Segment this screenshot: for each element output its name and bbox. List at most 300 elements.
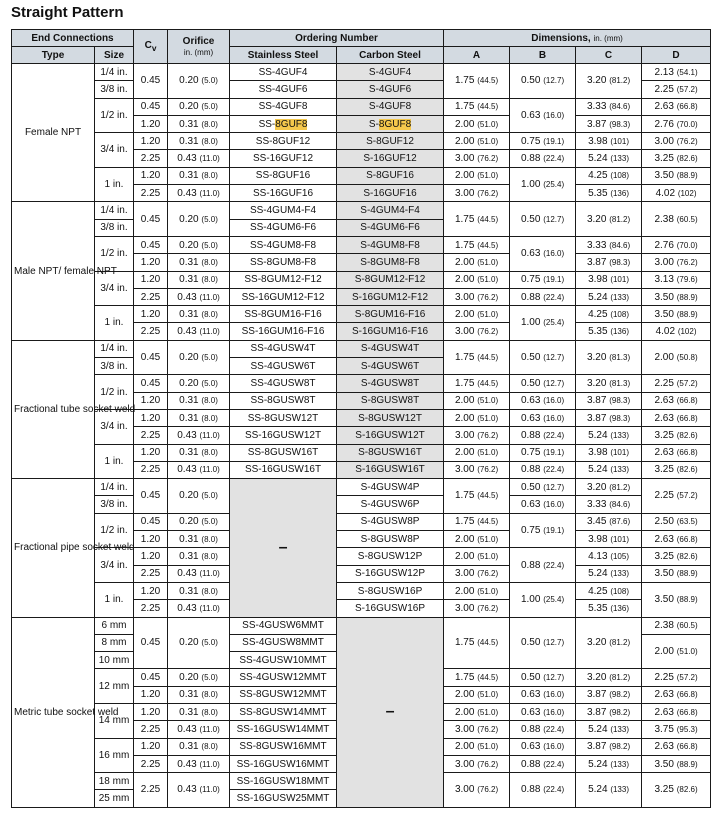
table-row — [12, 582, 711, 599]
cv-cell: 2.25 — [134, 565, 168, 582]
cs-ordering-number: S-8GUSW12P — [337, 548, 444, 565]
dim-c-cell: 3.20 (81.2) — [576, 669, 642, 686]
cv-cell: 2.25 — [134, 323, 168, 340]
dim-d-cell: 2.63 (66.8) — [642, 409, 711, 426]
ss-ordering-number: SS-8GUF16 — [230, 167, 337, 184]
dim-d-cell: 2.63 (66.8) — [642, 392, 711, 409]
dim-b-cell: 0.88 (22.4) — [510, 755, 576, 772]
table-row — [12, 340, 711, 357]
dim-c-cell: 4.25 (108) — [576, 167, 642, 184]
orifice-cell: 0.20 (5.0) — [168, 64, 230, 99]
size-cell: 14 mm — [95, 703, 134, 738]
dim-c-cell: 3.87 (98.2) — [576, 738, 642, 755]
dim-d-cell: 3.75 (95.3) — [642, 721, 711, 738]
orifice-cell: 0.43 (11.0) — [168, 427, 230, 444]
type-header: Type — [12, 47, 95, 64]
ss-ordering-number: SS-8GUM16-F16 — [230, 306, 337, 323]
dim-a-cell: 2.00 (51.0) — [444, 548, 510, 565]
dim-b-cell: 0.63 (16.0) — [510, 236, 576, 271]
dim-c-cell: 3.87 (98.3) — [576, 392, 642, 409]
ss-ordering-number: SS-4GUSW4T — [230, 340, 337, 357]
dim-d-cell: 2.63 (66.8) — [642, 531, 711, 548]
table-row — [12, 496, 711, 513]
dim-a-cell: 3.00 (76.2) — [444, 323, 510, 340]
ss-ordering-number: SS-4GUF6 — [230, 81, 337, 98]
dim-c-cell: 3.87 (98.2) — [576, 686, 642, 703]
table-row — [12, 513, 711, 530]
ss-ordering-number: SS-8GUF12 — [230, 133, 337, 150]
cv-cell: 2.25 — [134, 427, 168, 444]
dim-b-cell: 0.75 (19.1) — [510, 444, 576, 461]
orifice-cell: 0.20 (5.0) — [168, 617, 230, 669]
dim-c-cell: 3.98 (101) — [576, 271, 642, 288]
dim-b-cell: 0.88 (22.4) — [510, 150, 576, 167]
size-cell: 1/2 in. — [95, 513, 134, 548]
cv-cell: 1.20 — [134, 271, 168, 288]
dim-c-cell: 3.45 (87.6) — [576, 513, 642, 530]
ss-ordering-number: SS-4GUM6-F6 — [230, 219, 337, 236]
dim-d-cell: 2.63 (66.8) — [642, 444, 711, 461]
ss-ordering-number: SS-16GUM12-F12 — [230, 288, 337, 305]
dim-d-cell: 3.25 (82.6) — [642, 427, 711, 444]
ss-ordering-number: SS-16GUF12 — [230, 150, 337, 167]
dim-d-header: D — [642, 47, 711, 64]
table-row — [12, 236, 711, 253]
cs-ordering-number: S-8GUM12-F12 — [337, 271, 444, 288]
ss-ordering-number: SS-8GUSW12MMT — [230, 686, 337, 703]
cs-ordering-number: S-16GUSW16P — [337, 600, 444, 617]
cv-cell: 2.25 — [134, 755, 168, 772]
cv-cell: 0.45 — [134, 375, 168, 392]
dim-a-cell: 3.00 (76.2) — [444, 427, 510, 444]
orifice-cell: 0.20 (5.0) — [168, 375, 230, 392]
ss-ordering-number: SS-16GUSW18MMT — [230, 773, 337, 790]
size-cell: 3/8 in. — [95, 219, 134, 236]
dim-b-cell: 0.63 (16.0) — [510, 738, 576, 755]
dim-c-cell: 4.25 (108) — [576, 306, 642, 323]
cv-cell: 1.20 — [134, 306, 168, 323]
cs-ordering-number: S-16GUF16 — [337, 185, 444, 202]
cv-cell: 0.45 — [134, 98, 168, 115]
dim-c-cell: 3.20 (81.3) — [576, 375, 642, 392]
ss-ordering-number: SS-4GUSW6T — [230, 358, 337, 375]
table-row — [12, 167, 711, 184]
dim-d-cell: 2.63 (66.8) — [642, 738, 711, 755]
orifice-cell: 0.20 (5.0) — [168, 669, 230, 686]
size-cell: 3/4 in. — [95, 548, 134, 583]
size-cell: 12 mm — [95, 669, 134, 704]
dim-b-cell: 0.63 (16.0) — [510, 496, 576, 513]
ss-ordering-number: SS-16GUSW12T — [230, 427, 337, 444]
cs-ordering-number: S-8GUSW8P — [337, 531, 444, 548]
type-cell: Metric tube socket weld — [12, 617, 95, 807]
cs-ordering-number: S-4GUF4 — [337, 64, 444, 81]
dim-a-cell: 1.75 (44.5) — [444, 340, 510, 375]
dim-c-cell: 5.24 (133) — [576, 461, 642, 478]
dim-d-cell: 3.50 (88.9) — [642, 582, 711, 617]
table-row — [12, 202, 711, 219]
cv-cell: 2.25 — [134, 288, 168, 305]
orifice-cell: 0.31 (8.0) — [168, 703, 230, 720]
dim-a-cell: 2.00 (51.0) — [444, 392, 510, 409]
dim-b-cell: 0.63 (16.0) — [510, 703, 576, 720]
cv-cell: 0.45 — [134, 236, 168, 253]
dim-d-cell: 2.25 (57.2) — [642, 669, 711, 686]
dim-d-cell: 4.02 (102) — [642, 185, 711, 202]
orifice-cell: 0.20 (5.0) — [168, 236, 230, 253]
highlighted-text: 8GUF8 — [275, 118, 308, 130]
dimensions-header: Dimensions, in. (mm) — [444, 30, 711, 47]
dim-b-cell: 0.88 (22.4) — [510, 773, 576, 808]
orifice-cell: 0.20 (5.0) — [168, 202, 230, 237]
dim-a-cell: 1.75 (44.5) — [444, 375, 510, 392]
orifice-cell: 0.31 (8.0) — [168, 306, 230, 323]
dim-c-cell: 3.20 (81.2) — [576, 64, 642, 99]
dim-c-cell: 3.87 (98.3) — [576, 409, 642, 426]
dim-d-cell: 2.63 (66.8) — [642, 686, 711, 703]
dim-c-cell: 5.24 (133) — [576, 565, 642, 582]
orifice-cell: 0.31 (8.0) — [168, 133, 230, 150]
cv-cell: 0.45 — [134, 617, 168, 669]
dim-b-cell: 1.00 (25.4) — [510, 306, 576, 341]
orifice-cell: 0.31 (8.0) — [168, 271, 230, 288]
orifice-cell: 0.20 (5.0) — [168, 340, 230, 375]
cv-cell: 1.20 — [134, 548, 168, 565]
cs-ordering-number: S-8GUF16 — [337, 167, 444, 184]
stainless-steel-header: Stainless Steel — [230, 47, 337, 64]
orifice-cell: 0.31 (8.0) — [168, 167, 230, 184]
cs-ordering-number: S-4GUSW8P — [337, 513, 444, 530]
size-cell: 16 mm — [95, 738, 134, 773]
dim-a-cell: 3.00 (76.2) — [444, 461, 510, 478]
cs-ordering-number: S-16GUSW12T — [337, 427, 444, 444]
size-cell: 3/8 in. — [95, 496, 134, 513]
dim-d-cell: 2.25 (57.2) — [642, 81, 711, 98]
cv-cell: 2.25 — [134, 185, 168, 202]
size-cell: 6 mm — [95, 617, 134, 634]
dim-c-cell: 3.87 (98.3) — [576, 254, 642, 271]
size-cell: 25 mm — [95, 790, 134, 807]
cs-ordering-number: S-8GUF8 — [337, 115, 444, 132]
ss-ordering-number: SS-8GUSW16T — [230, 444, 337, 461]
ordering-number-header: Ordering Number — [230, 30, 444, 47]
cv-cell: 1.20 — [134, 167, 168, 184]
dim-c-cell: 3.87 (98.3) — [576, 115, 642, 132]
dim-d-cell: 3.13 (79.6) — [642, 271, 711, 288]
highlighted-text: 8GUF8 — [378, 118, 412, 130]
dim-c-header: C — [576, 47, 642, 64]
cs-ordering-number: S-8GUSW8T — [337, 392, 444, 409]
table-row — [12, 133, 711, 150]
dim-a-header: A — [444, 47, 510, 64]
dim-c-cell: 4.13 (105) — [576, 548, 642, 565]
ss-ordering-number: SS-4GUSW8MMT — [230, 634, 337, 651]
ss-ordering-number: SS-16GUSW16T — [230, 461, 337, 478]
cs-ordering-number: S-16GUSW12P — [337, 565, 444, 582]
dim-a-cell: 2.00 (51.0) — [444, 531, 510, 548]
cv-cell: 1.20 — [134, 531, 168, 548]
cv-cell: 1.20 — [134, 686, 168, 703]
dim-c-cell: 5.24 (133) — [576, 755, 642, 772]
dim-b-cell: 0.88 (22.4) — [510, 427, 576, 444]
dim-a-cell: 3.00 (76.2) — [444, 755, 510, 772]
orifice-cell: 0.31 (8.0) — [168, 582, 230, 599]
orifice-cell: 0.31 (8.0) — [168, 115, 230, 132]
dim-a-cell: 1.75 (44.5) — [444, 64, 510, 99]
orifice-header: Orifice in. (mm) — [168, 30, 230, 64]
cs-ordering-number: S-4GUSW6P — [337, 496, 444, 513]
orifice-cell: 0.31 (8.0) — [168, 409, 230, 426]
cv-cell: 2.25 — [134, 773, 168, 808]
orifice-cell: 0.43 (11.0) — [168, 288, 230, 305]
dim-b-cell: 0.75 (19.1) — [510, 271, 576, 288]
dim-c-cell: 3.20 (81.2) — [576, 202, 642, 237]
ss-ordering-number: SS-8GUM8-F8 — [230, 254, 337, 271]
table-row — [12, 617, 711, 634]
dim-a-cell: 2.00 (51.0) — [444, 738, 510, 755]
dim-d-cell: 2.63 (66.8) — [642, 98, 711, 115]
cv-cell: 2.25 — [134, 721, 168, 738]
dim-a-cell: 3.00 (76.2) — [444, 600, 510, 617]
dim-d-cell: 3.50 (88.9) — [642, 565, 711, 582]
dim-c-cell: 5.24 (133) — [576, 773, 642, 808]
cs-ordering-number: S-4GUM8-F8 — [337, 236, 444, 253]
ss-ordering-number: SS-4GUSW10MMT — [230, 652, 337, 669]
cv-cell: 1.20 — [134, 703, 168, 720]
size-cell: 3/8 in. — [95, 81, 134, 98]
cv-cell: 0.45 — [134, 202, 168, 237]
size-cell: 1 in. — [95, 306, 134, 341]
dim-b-header: B — [510, 47, 576, 64]
carbon-steel-header: Carbon Steel — [337, 47, 444, 64]
ss-ordering-number: SS-4GUSW12MMT — [230, 669, 337, 686]
orifice-cell: 0.20 (5.0) — [168, 479, 230, 514]
cv-cell: 1.20 — [134, 409, 168, 426]
cv-cell: 1.20 — [134, 115, 168, 132]
dim-a-cell: 1.75 (44.5) — [444, 202, 510, 237]
dim-a-cell: 1.75 (44.5) — [444, 98, 510, 115]
ss-ordering-number: SS-4GUM4-F4 — [230, 202, 337, 219]
dim-b-cell: 1.00 (25.4) — [510, 167, 576, 202]
dim-d-cell: 2.00 (51.0) — [642, 634, 711, 669]
cv-cell: 1.20 — [134, 582, 168, 599]
orifice-cell: 0.43 (11.0) — [168, 721, 230, 738]
size-cell: 8 mm — [95, 634, 134, 651]
cs-ordering-number: S-4GUSW8T — [337, 375, 444, 392]
orifice-cell: 0.43 (11.0) — [168, 600, 230, 617]
size-header: Size — [95, 47, 134, 64]
cs-ordering-number: S-4GUM4-F4 — [337, 202, 444, 219]
cs-ordering-number: S-4GUSW4T — [337, 340, 444, 357]
dim-d-cell: 2.25 (57.2) — [642, 375, 711, 392]
dim-d-cell: 3.50 (88.9) — [642, 755, 711, 772]
dim-a-cell: 2.00 (51.0) — [444, 133, 510, 150]
size-cell: 3/4 in. — [95, 271, 134, 306]
dim-c-cell: 5.35 (136) — [576, 600, 642, 617]
cv-cell: 2.25 — [134, 600, 168, 617]
table-body — [12, 64, 711, 808]
orifice-cell: 0.43 (11.0) — [168, 185, 230, 202]
dim-c-cell: 5.35 (136) — [576, 185, 642, 202]
size-cell: 1/4 in. — [95, 64, 134, 81]
orifice-cell: 0.31 (8.0) — [168, 686, 230, 703]
cv-cell: 0.45 — [134, 479, 168, 514]
dim-a-cell: 1.75 (44.5) — [444, 669, 510, 686]
table-row — [12, 479, 711, 496]
dim-c-cell: 4.25 (108) — [576, 582, 642, 599]
dim-d-cell: 2.50 (63.5) — [642, 513, 711, 530]
dim-d-cell: 3.25 (82.6) — [642, 150, 711, 167]
type-cell: Male NPT/ female NPT — [12, 202, 95, 340]
dim-c-cell: 5.24 (133) — [576, 427, 642, 444]
size-cell: 3/4 in. — [95, 409, 134, 444]
dim-a-cell: 2.00 (51.0) — [444, 409, 510, 426]
type-cell: Fractional pipe socket weld — [12, 479, 95, 617]
dim-a-cell: 1.75 (44.5) — [444, 617, 510, 669]
dim-b-cell: 0.75 (19.1) — [510, 133, 576, 150]
dim-b-cell: 0.50 (12.7) — [510, 202, 576, 237]
table-row — [12, 64, 711, 81]
size-cell: 1/4 in. — [95, 479, 134, 496]
dim-c-cell: 3.20 (81.2) — [576, 617, 642, 669]
cv-cell: 0.45 — [134, 513, 168, 530]
dim-d-cell: 3.50 (88.9) — [642, 288, 711, 305]
cv-cell: 0.45 — [134, 669, 168, 686]
cs-ordering-number: S-16GUSW16T — [337, 461, 444, 478]
ss-ordering-number: SS-8GUSW8T — [230, 392, 337, 409]
cs-ordering-number: S-4GUM6-F6 — [337, 219, 444, 236]
dim-b-cell: 0.63 (16.0) — [510, 409, 576, 426]
table-row — [12, 306, 711, 323]
cs-ordering-number: S-8GUM16-F16 — [337, 306, 444, 323]
cs-ordering-number: S-8GUSW16P — [337, 582, 444, 599]
cs-not-available-dash: – — [337, 617, 444, 807]
dim-c-cell: 3.33 (84.6) — [576, 496, 642, 513]
ss-ordering-number: SS-4GUSW6MMT — [230, 617, 337, 634]
cv-cell: 0.45 — [134, 340, 168, 375]
cs-ordering-number: S-16GUF12 — [337, 150, 444, 167]
dim-d-cell: 3.00 (76.2) — [642, 254, 711, 271]
size-cell: 1/4 in. — [95, 202, 134, 219]
cs-ordering-number: S-8GUSW12T — [337, 409, 444, 426]
dim-a-cell: 2.00 (51.0) — [444, 582, 510, 599]
dim-d-cell: 2.76 (70.0) — [642, 115, 711, 132]
dim-b-cell: 0.63 (16.0) — [510, 98, 576, 133]
straight-pattern-table — [11, 29, 711, 808]
dim-d-cell: 2.13 (54.1) — [642, 64, 711, 81]
dim-c-cell: 3.98 (101) — [576, 133, 642, 150]
dim-a-cell: 3.00 (76.2) — [444, 288, 510, 305]
orifice-cell: 0.31 (8.0) — [168, 548, 230, 565]
size-cell: 1/4 in. — [95, 340, 134, 357]
dim-a-cell: 2.00 (51.0) — [444, 167, 510, 184]
cs-ordering-number: S-16GUM12-F12 — [337, 288, 444, 305]
size-cell: 1/2 in. — [95, 375, 134, 410]
ss-not-available-dash: – — [230, 479, 337, 617]
ss-ordering-number: SS-8GUSW12T — [230, 409, 337, 426]
dim-a-cell: 2.00 (51.0) — [444, 444, 510, 461]
orifice-cell: 0.43 (11.0) — [168, 773, 230, 808]
orifice-cell: 0.43 (11.0) — [168, 755, 230, 772]
ss-ordering-number: SS-16GUM16-F16 — [230, 323, 337, 340]
dim-d-cell: 3.00 (76.2) — [642, 133, 711, 150]
orifice-cell: 0.31 (8.0) — [168, 444, 230, 461]
cs-ordering-number: S-4GUSW4P — [337, 479, 444, 496]
cs-ordering-number: S-4GUSW6T — [337, 358, 444, 375]
size-cell: 1 in. — [95, 582, 134, 617]
dim-c-cell: 3.87 (98.2) — [576, 703, 642, 720]
dim-d-cell: 3.25 (82.6) — [642, 461, 711, 478]
ss-ordering-number: SS-4GUSW8T — [230, 375, 337, 392]
dim-a-cell: 3.00 (76.2) — [444, 773, 510, 808]
cv-header: $C_v$ — [134, 30, 168, 64]
dim-b-cell: 0.50 (12.7) — [510, 479, 576, 496]
dim-d-cell: 4.02 (102) — [642, 323, 711, 340]
dim-c-cell: 3.20 (81.2) — [576, 479, 642, 496]
orifice-cell: 0.31 (8.0) — [168, 738, 230, 755]
ss-ordering-number: SS-4GUM8-F8 — [230, 236, 337, 253]
cs-ordering-number: S-4GUF8 — [337, 98, 444, 115]
dim-c-cell: 3.98 (101) — [576, 444, 642, 461]
dim-d-cell: 3.25 (82.6) — [642, 548, 711, 565]
orifice-cell: 0.43 (11.0) — [168, 565, 230, 582]
size-cell: 18 mm — [95, 773, 134, 790]
dim-a-cell: 2.00 (51.0) — [444, 703, 510, 720]
cv-cell: 2.25 — [134, 150, 168, 167]
dim-a-cell: 1.75 (44.5) — [444, 479, 510, 514]
dim-b-cell: 0.88 (22.4) — [510, 288, 576, 305]
dim-c-cell: 3.20 (81.3) — [576, 340, 642, 375]
type-cell: Female NPT — [12, 64, 95, 202]
dim-d-cell: 3.25 (82.6) — [642, 773, 711, 808]
dim-c-cell: 5.24 (133) — [576, 721, 642, 738]
dim-d-cell: 2.25 (57.2) — [642, 479, 711, 514]
dim-d-cell: 2.38 (60.5) — [642, 202, 711, 237]
orifice-cell: 0.20 (5.0) — [168, 98, 230, 115]
end-connections-header: End Connections — [12, 30, 134, 47]
dim-a-cell: 2.00 (51.0) — [444, 686, 510, 703]
size-cell: 3/4 in. — [95, 133, 134, 168]
dim-b-cell: 0.88 (22.4) — [510, 548, 576, 583]
dim-a-cell: 2.00 (51.0) — [444, 115, 510, 132]
orifice-cell: 0.31 (8.0) — [168, 254, 230, 271]
dim-a-cell: 3.00 (76.2) — [444, 185, 510, 202]
cv-cell: 1.20 — [134, 738, 168, 755]
dim-b-cell: 0.75 (19.1) — [510, 513, 576, 548]
dim-d-cell: 2.00 (50.8) — [642, 340, 711, 375]
table-row — [12, 98, 711, 115]
size-cell: 1/2 in. — [95, 236, 134, 271]
size-cell: 10 mm — [95, 652, 134, 669]
dim-b-cell: 0.88 (22.4) — [510, 461, 576, 478]
cs-ordering-number: S-8GUF12 — [337, 133, 444, 150]
cv-cell: 0.45 — [134, 64, 168, 99]
ss-ordering-number: SS-8GUM12-F12 — [230, 271, 337, 288]
dim-d-cell: 3.50 (88.9) — [642, 167, 711, 184]
cs-ordering-number: S-8GUSW16T — [337, 444, 444, 461]
dim-c-cell: 3.33 (84.6) — [576, 98, 642, 115]
cs-ordering-number: S-4GUF6 — [337, 81, 444, 98]
dim-a-cell: 3.00 (76.2) — [444, 565, 510, 582]
size-cell: 1 in. — [95, 167, 134, 202]
ss-ordering-number: SS-16GUSW16MMT — [230, 755, 337, 772]
cs-ordering-number: S-16GUM16-F16 — [337, 323, 444, 340]
dim-b-cell: 0.50 (12.7) — [510, 617, 576, 669]
ss-ordering-number: SS-16GUF16 — [230, 185, 337, 202]
cs-ordering-number: S-8GUM8-F8 — [337, 254, 444, 271]
ss-ordering-number: SS-16GUSW25MMT — [230, 790, 337, 807]
page-title: Straight Pattern — [11, 4, 124, 21]
